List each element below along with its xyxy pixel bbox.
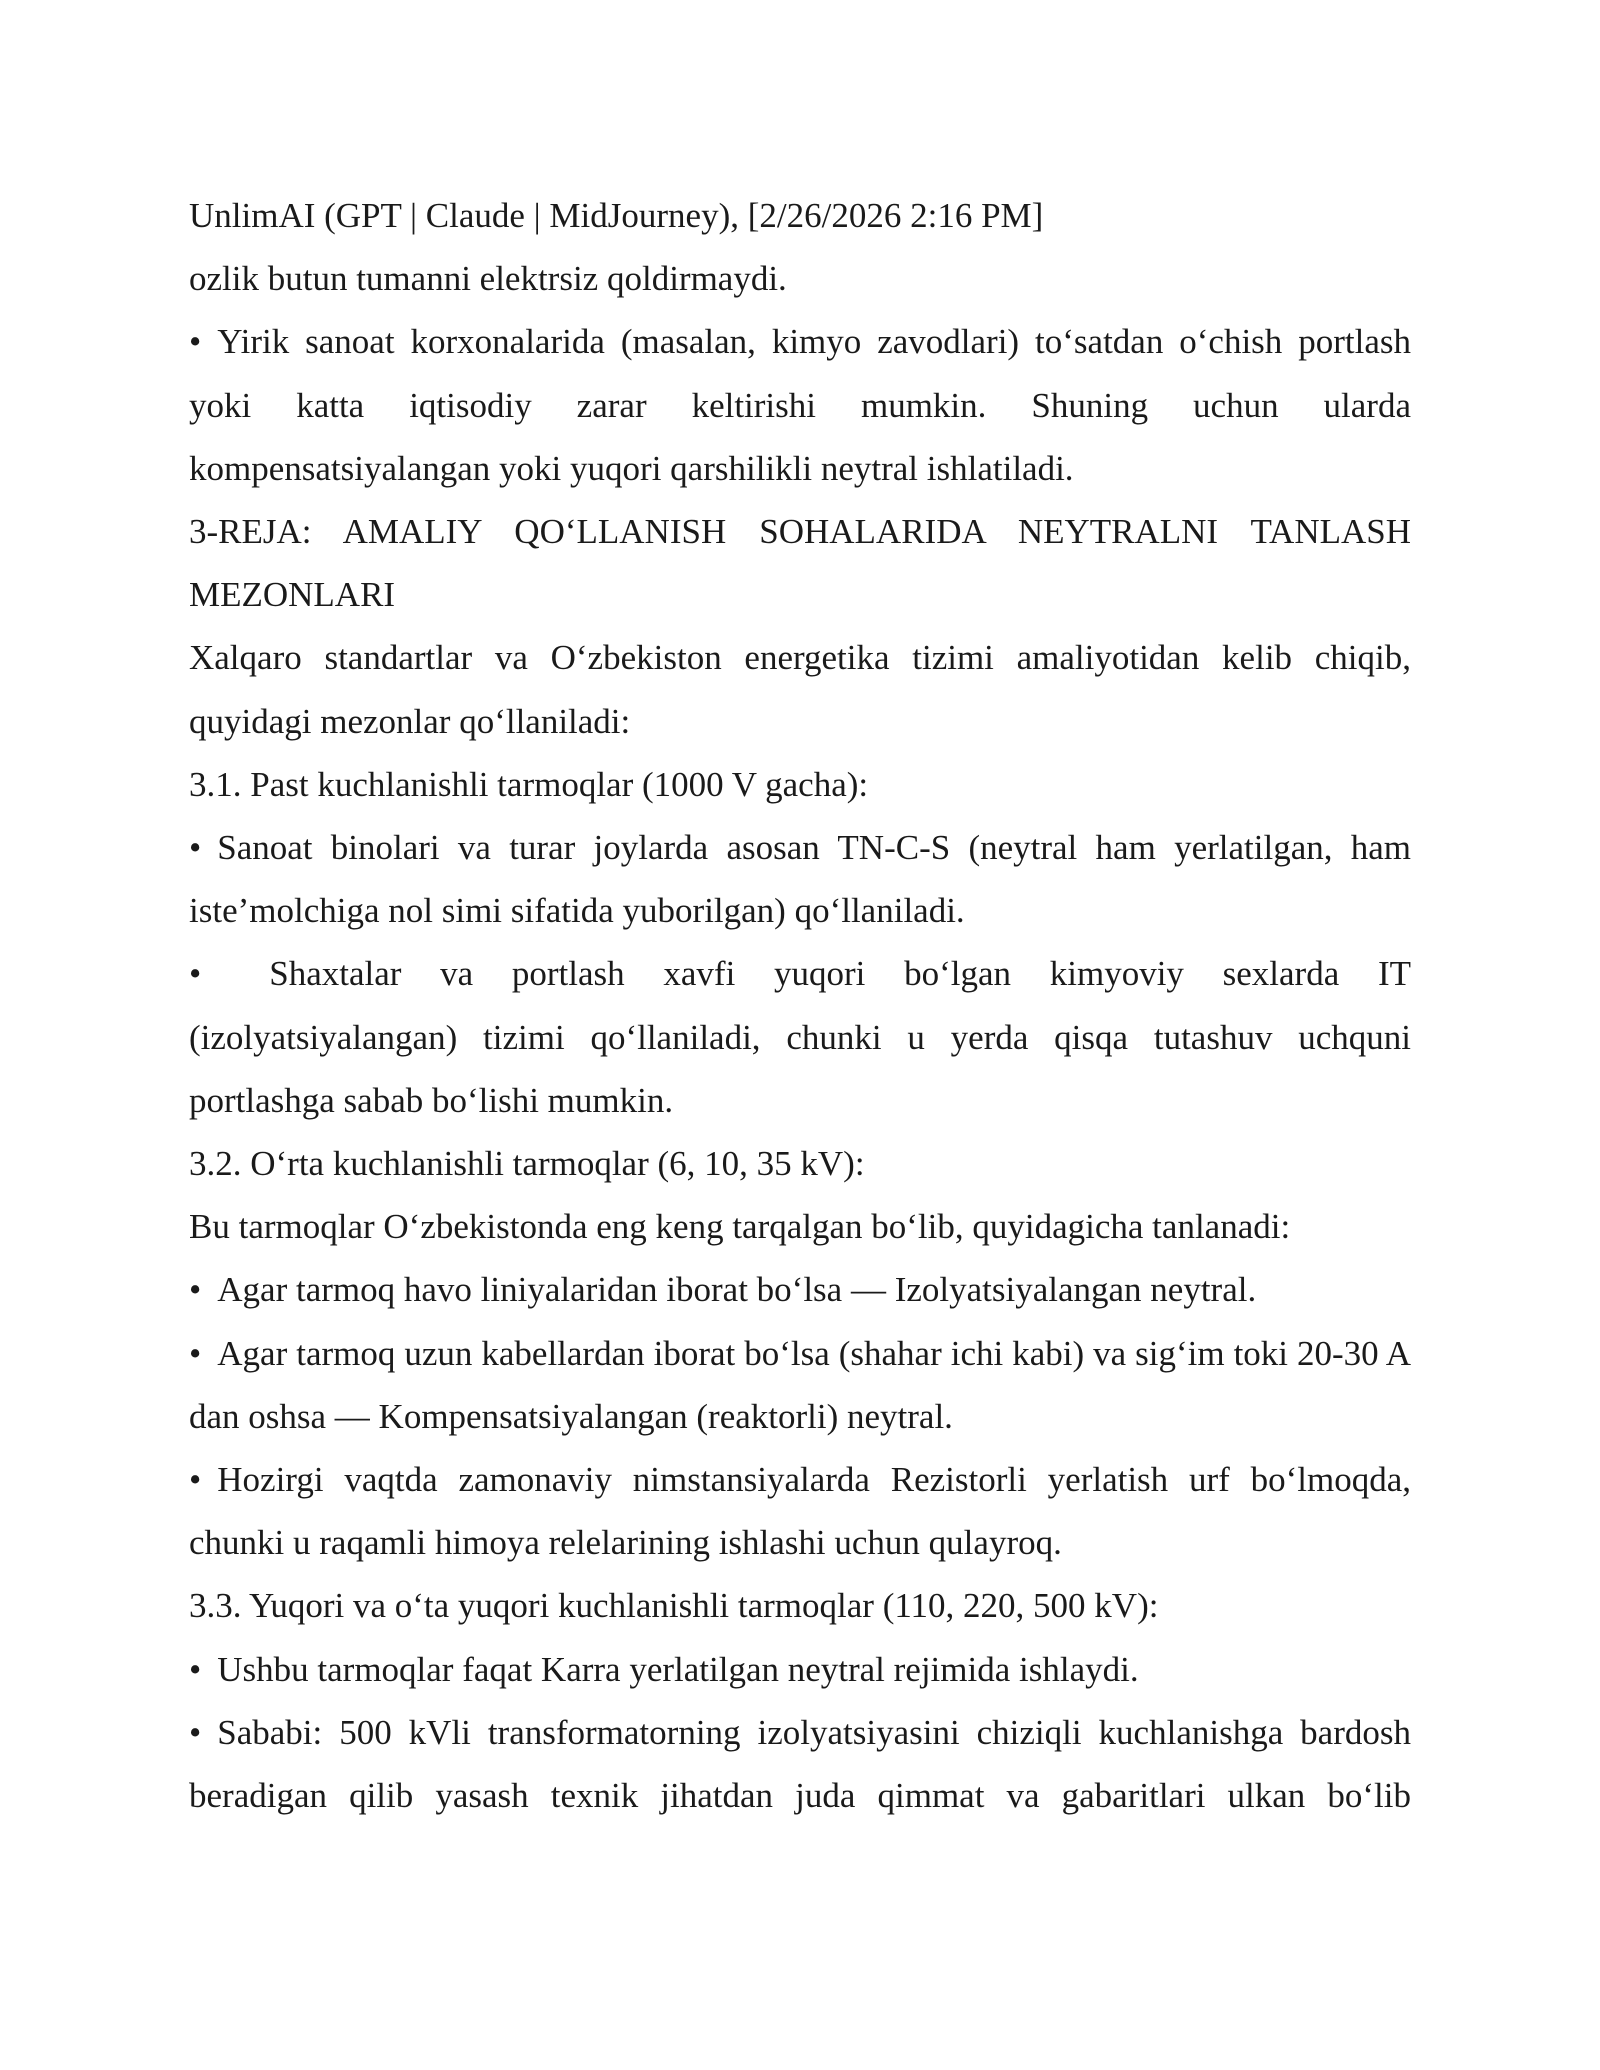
bullet-marker: • <box>189 828 202 868</box>
list-item <box>189 1638 1411 1701</box>
message-header: UnlimAI (GPT | Claude | MidJourney), [2/26/2026 2:16 PM] <box>189 196 1044 235</box>
list-item <box>189 1322 1411 1448</box>
bullet-text: Sanoat binolari va turar joylarda asosan TN-C-S (neytral ham yerlatilgan, ham iste’molchiga nol simi sifatida yuborilgan) qo‘llaniladi. <box>189 828 1411 931</box>
bullet-text: Shaxtalar va portlash xavfi yuqori bo‘lgan kimyoviy sexlarda IT (izolyatsiyalangan) tizimi qo‘llaniladi, chunki u yerda qisqa tutashuv uchquni portlashga sabab bo‘lishi mumkin. <box>189 954 1411 1120</box>
bullet-marker: • <box>189 1649 202 1689</box>
section-heading: 3-REJA: AMALIY QO‘LLANISH SOHALARIDA NEYTRALNI TANLASH MEZONLARI <box>189 512 1411 615</box>
subsection-title-1: 3.1. Past kuchlanishli tarmoqlar (1000 V gacha): <box>189 764 869 804</box>
section-intro: Xalqaro standartlar va O‘zbekiston energetika tizimi amaliyotidan kelib chiqib, quyidagi mezonlar qo‘llaniladi: <box>189 638 1411 741</box>
bullet-marker: • <box>189 1333 202 1373</box>
bullet-marker: • <box>189 1712 202 1752</box>
list-item <box>189 1701 1411 1827</box>
bullet-text: Yirik sanoat korxonalarida (masalan, kimyo zavodlari) to‘satdan o‘chish portlash yoki katta iqtisodiy zarar keltirishi mumkin. Shuning uchun ularda kompensatsiyalangan yoki yuqori qarshilikli neytral ishlatiladi. <box>189 322 1411 488</box>
bullet-marker: • <box>189 954 202 994</box>
list-item <box>189 942 1411 1132</box>
document-page <box>189 184 1411 1827</box>
list-item <box>189 1448 1411 1574</box>
bullet-text: Sababi: 500 kVli transformatorning izolyatsiyasini chiziqli kuchlanishga bardosh beradigan qilib yasash texnik jihatdan juda qimmat va gabaritlari ulkan bo‘lib <box>189 1712 1411 1816</box>
bullet-marker: • <box>189 1270 202 1310</box>
bullet-text: Agar tarmoq havo liniyalaridan iborat bo‘lsa — Izolyatsiyalangan neytral. <box>217 1270 1257 1310</box>
list-item <box>189 816 1411 942</box>
intro-line: ozlik butun tumanni elektrsiz qoldirmaydi. <box>189 259 787 299</box>
bullet-text: Ushbu tarmoqlar faqat Karra yerlatilgan neytral rejimida ishlaydi. <box>217 1649 1139 1689</box>
subsection-title-2: 3.2. O‘rta kuchlanishli tarmoqlar (6, 10, 35 kV): <box>189 1144 865 1184</box>
bullet-marker: • <box>189 322 202 362</box>
subsection-title-3: 3.3. Yuqori va o‘ta yuqori kuchlanishli tarmoqlar (110, 220, 500 kV): <box>189 1586 1159 1626</box>
bullet-text: Hozirgi vaqtda zamonaviy nimstansiyalarda Rezistorli yerlatish urf bo‘lmoqda, chunki u raqamli himoya relelarining ishlashi uchun qulayroq. <box>189 1460 1411 1563</box>
bullet-industry <box>189 310 1411 500</box>
bullet-marker: • <box>189 1460 202 1500</box>
list-item <box>189 1258 1411 1321</box>
bullet-text: Agar tarmoq uzun kabellardan iborat bo‘lsa (shahar ichi kabi) va sig‘im toki 20-30 A dan oshsa — Kompensatsiyalangan (reaktorli) neytral. <box>189 1333 1411 1436</box>
subsection-intro-2: Bu tarmoqlar O‘zbekistonda eng keng tarqalgan bo‘lib, quyidagicha tanlanadi: <box>189 1207 1291 1247</box>
